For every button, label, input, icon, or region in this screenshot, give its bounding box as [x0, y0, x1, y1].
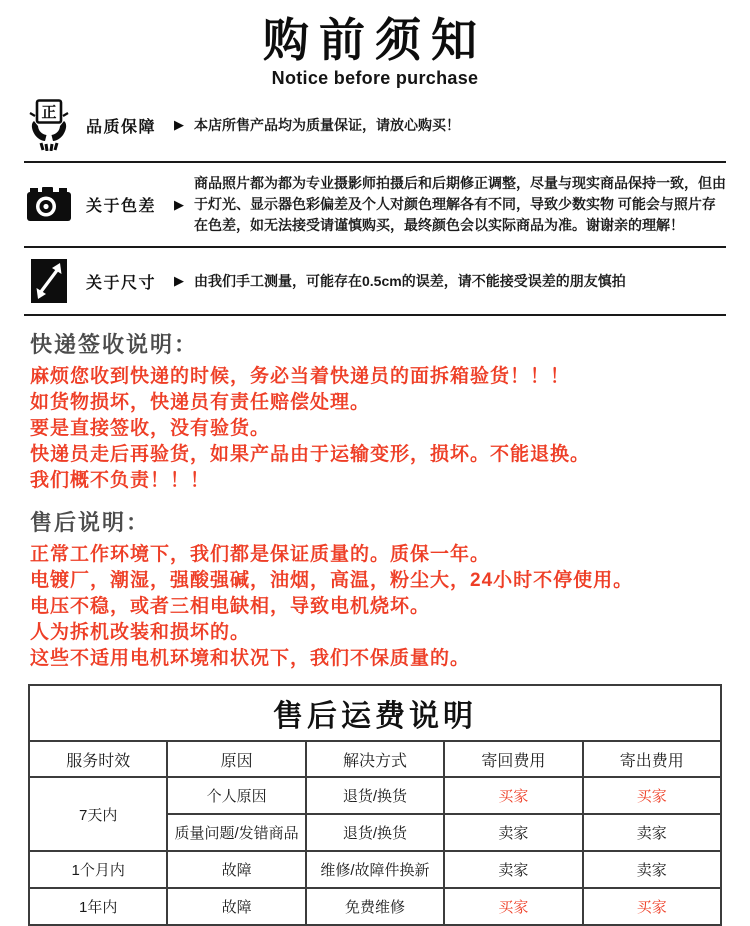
table-row: [29, 777, 721, 814]
cell-period: 1年内: [29, 888, 167, 925]
delivery-line: 要是直接签收，没有验货。: [30, 418, 271, 439]
notice-text-quality: 本店所售产品均为质量保证，请放心购买！: [194, 116, 460, 133]
aftersales-line: 正常工作环境下，我们都是保证质量的。质保一年。: [30, 544, 491, 565]
col-header-return-fee: 寄回费用: [444, 741, 582, 777]
notice-row-color: [0, 163, 750, 246]
delivery-line: 我们概不负责！！！: [30, 470, 211, 491]
cell-solution: 退货/换货: [306, 814, 444, 851]
cell-outbound-fee: 买家: [583, 777, 721, 814]
cell-outbound-fee: 卖家: [583, 851, 721, 888]
svg-text:正: 正: [41, 104, 57, 121]
cell-reason: 个人原因: [167, 777, 305, 814]
arrow-right-icon: ▶: [174, 117, 184, 132]
cell-return-fee: 买家: [444, 888, 582, 925]
notice-text-size: 由我们手工测量，可能存在0.5cm的误差，请不能接受误差的朋友慎拍: [194, 272, 626, 289]
notice-label-quality: 品质保障: [86, 118, 157, 136]
table-row: [29, 851, 721, 888]
cell-return-fee: 买家: [444, 777, 582, 814]
col-header-solution: 解决方式: [306, 741, 444, 777]
cell-solution: 免费维修: [306, 888, 444, 925]
notice-row-size: [0, 248, 750, 314]
page-title: 购前须知: [263, 14, 487, 66]
cell-solution: 退货/换货: [306, 777, 444, 814]
size-arrow-icon: [24, 258, 74, 304]
table-title-row: [29, 685, 721, 741]
cell-return-fee: 卖家: [444, 814, 582, 851]
col-header-outbound-fee: 寄出费用: [583, 741, 721, 777]
cell-solution: 维修/故障件换新: [306, 851, 444, 888]
aftersales-section: [30, 506, 750, 672]
delivery-line: 如货物损坏，快递员有责任赔偿处理。: [30, 392, 371, 413]
arrow-right-icon: ▶: [174, 273, 184, 288]
aftersales-line: 人为拆机改装和损坏的。: [30, 622, 251, 643]
aftersales-line: 这些不适用电机环境和状况下，我们不保质量的。: [30, 648, 471, 669]
cell-outbound-fee: 卖家: [583, 814, 721, 851]
cell-period: 1个月内: [29, 851, 167, 888]
divider: [24, 314, 726, 316]
aftersales-line: 电镀厂，潮湿，强酸强碱，油烟，高温，粉尘大，24小时不停使用。: [30, 570, 634, 591]
page-subtitle: Notice before purchase: [271, 68, 479, 88]
col-header-reason: 原因: [167, 741, 305, 777]
shipping-fee-table: [28, 684, 722, 926]
table-header-row: [29, 741, 721, 777]
cell-return-fee: 卖家: [444, 851, 582, 888]
cell-reason: 质量问题/发错商品: [167, 814, 305, 851]
aftersales-section-heading: 售后说明：: [30, 510, 151, 535]
delivery-line: 麻烦您收到快递的时候，务必当着快递员的面拆箱验货！！！: [30, 366, 571, 387]
delivery-line: 快递员走后再验货，如果产品由于运输变形，损坏。不能退换。: [30, 444, 591, 465]
camera-icon: [24, 187, 74, 223]
table-title: 售后运费说明: [29, 685, 721, 741]
cell-reason: 故障: [167, 851, 305, 888]
arrow-right-icon: ▶: [174, 196, 184, 212]
quality-hands-icon: [24, 99, 74, 151]
page-header: [0, 0, 750, 89]
table-row: [29, 888, 721, 925]
delivery-section-heading: 快递签收说明：: [30, 332, 199, 357]
col-header-period: 服务时效: [29, 741, 167, 777]
notice-row-quality: [0, 89, 750, 161]
cell-outbound-fee: 买家: [583, 888, 721, 925]
notice-text-color: 商品照片都为都为专业摄影师拍摄后和后期修正调整，尽量与现实商品保持一致，但由于灯光、显示器色彩偏差及个人对颜色理解各有不同，导致少数实物 可能会与照片存在色差，如无法接受请谨慎购买，最终颜色会以实际商品为准。谢谢亲的理解！: [194, 175, 726, 233]
delivery-signing-section: [30, 328, 750, 494]
notice-label-size: 关于尺寸: [86, 274, 157, 292]
notice-label-color: 关于色差: [86, 198, 157, 215]
cell-reason: 故障: [167, 888, 305, 925]
aftersales-line: 电压不稳，或者三相电缺相，导致电机烧坏。: [30, 596, 431, 617]
cell-period: 7天内: [29, 777, 167, 851]
